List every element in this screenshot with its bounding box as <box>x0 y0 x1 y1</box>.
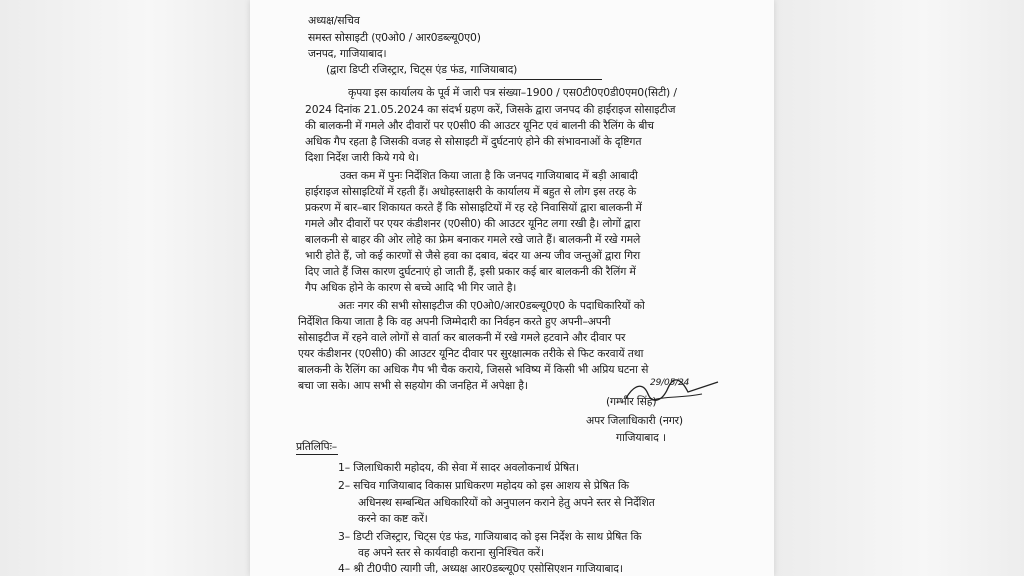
para2-line-6: भारी होते हैं, जो कई कारणों से जैसे हवा का दबाव, बंदर या अन्य जीव जन्तुओं द्वारा गिरा <box>305 249 640 262</box>
para2-line-8: गैप अधिक होने के कारण से बच्चे आदि भी गिर जाते है। <box>305 281 517 294</box>
para2-line-3: प्रकरण में बार–बार शिकायत करते हैं कि सोसाइटियों में रह रहे निवासियों द्वारा बालकनी में <box>305 201 642 214</box>
para3-line-3: सोसाइटीज में रहने वाले लोगों से वार्ता कर बालकनी में रखे गमले हटवाने और दीवार पर <box>298 331 626 344</box>
copy-item-2: 2– सचिव गाजियाबाद विकास प्राधिकरण महोदय को इस आशय से प्रेषित कि <box>338 479 629 492</box>
para1-line-2: 2024 दिनांक 21.05.2024 का संदर्भ ग्रहण करें, जिसके द्वारा जनपद की हाईराइज सोसाइटीज <box>305 103 676 116</box>
addressee-line-3: जनपद, गाजियाबाद। <box>308 47 387 60</box>
para2-line-7: दिए जाते हैं जिस कारण दुर्घटनाएं हो जाती हैं, इसी प्रकार कई बार बालकनी की रैलिंग में <box>305 265 636 278</box>
para3-line-6: बचा जा सके। आप सभी से सहयोग की जनहित में अपेक्षा है। <box>298 379 528 392</box>
addressee-line-2: समस्त सोसाइटी (ए0ओ0 / आर0डब्ल्यू0ए0) <box>308 31 481 44</box>
para1-line-4: अधिक गैप रहता है जिसकी वजह से सोसाइटी में दुर्घटनाएं होने की संभावनाओं के दृष्टिगत <box>305 135 642 148</box>
copy-heading-underline <box>296 454 338 455</box>
signature-date: 29/05/24 <box>650 378 690 388</box>
para2-line-5: बालकनी से बाहर की ओर लोहे का फ्रेम बनाकर गमले रखे जाते हैं। बालकनी में रखे गमले <box>305 233 641 246</box>
para2-line-1: उक्त कम में पुनः निर्देशित किया जाता है कि जनपद गाजियाबाद में बड़ी आबादी <box>340 169 638 182</box>
copy-item-2-cont-1: अधिनस्थ सम्बन्धित अधिकारियों को अनुपालन कराने हेतु अपने स्तर से निर्देशित <box>358 496 655 509</box>
para3-line-2: निर्देशित किया जाता है कि वह अपनी जिम्मेदारी का निर्वहन करते हुए अपनी–अपनी <box>298 315 611 328</box>
para1-line-3: की बालकनी में गमले और दीवारों पर ए0सी0 की आउटर यूनिट एवं बालनी की रैलिंग के बीच <box>305 119 654 132</box>
para3-line-5: बालकनी के रैलिंग का अधिक गैप भी चैक कराये, जिससे भविष्य में किसी भी अप्रिय घटना से <box>298 363 649 376</box>
letter-page <box>250 0 774 576</box>
para1-line-1: कृपया इस कार्यालय के पूर्व में जारी पत्र संख्या–1900 / एस0टी0ए0डी0एम0(सिटी) / <box>348 86 677 99</box>
signatory-name: (गम्भीर सिंह) <box>606 395 657 408</box>
left-backdrop <box>0 0 250 576</box>
copy-item-3-cont: वह अपने स्तर से कार्यवाही कराना सुनिश्चित करें। <box>358 546 544 559</box>
para3-line-4: एयर कंडीशनर (ए0सी0) की आउटर यूनिट दीवार पर सुरक्षात्मक तरीके से फिट करवायें तथा <box>298 347 644 360</box>
para2-line-4: गमले और दीवारों पर एयर कंडीशनर (ए0सी0) की आउटर यूनिट लगा रखी है। लोगों द्वारा <box>305 217 641 230</box>
signatory-designation: अपर जिलाधिकारी (नगर) <box>586 414 683 427</box>
addressee-line-1: अध्यक्ष/सचिव <box>308 14 360 27</box>
separator-line <box>446 79 602 80</box>
para2-line-2: हाईराइज सोसाइटियों में रहती हैं। अधोहस्ताक्षरी के कार्यालय में बहुत से लोग इस तरह के <box>305 185 637 198</box>
para1-line-5: दिशा निर्देश जारी किये गये थे। <box>305 151 419 164</box>
right-backdrop <box>774 0 1024 576</box>
signatory-place: गाजियाबाद । <box>616 431 666 444</box>
copy-item-1: 1– जिलाधिकारी महोदय, की सेवा में सादर अवलोकनार्थ प्रेषित। <box>338 461 579 474</box>
copy-heading: प्रतिलिपिः– <box>296 440 337 453</box>
addressee-line-4: (द्वारा डिप्टी रजिस्ट्रार, चिट्स एंड फंड, गाजियाबाद) <box>326 63 518 76</box>
para3-line-1: अतः नगर की सभी सोसाइटीज की ए0ओ0/आर0डब्ल्यू0ए0 के पदाधिकारियों को <box>338 299 645 312</box>
copy-item-3: 3– डिप्टी रजिस्ट्रार, चिट्स एंड फंड, गाजियाबाद को इस निर्देश के साथ प्रेषित कि <box>338 530 642 543</box>
copy-item-2-cont-2: करने का कष्ट करें। <box>358 512 428 525</box>
copy-item-4: 4– श्री टी0पी0 त्यागी जी, अध्यक्ष आर0डब्ल्यू0ए एसोसिएशन गाजियाबाद। <box>338 562 623 575</box>
